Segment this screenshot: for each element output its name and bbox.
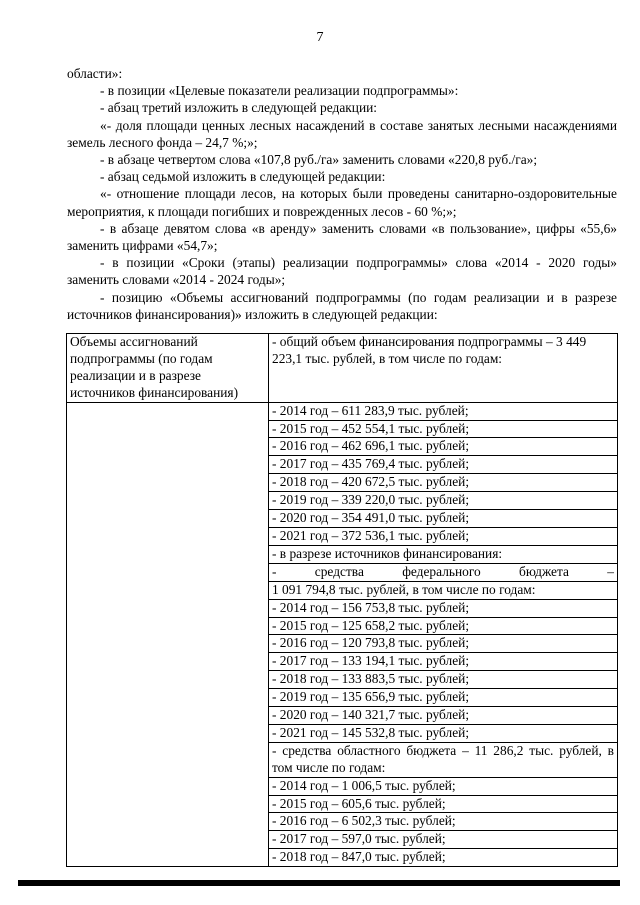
table-cell: - 2018 год – 847,0 тыс. рублей;	[269, 849, 618, 867]
table-cell: - общий объем финансирования подпрограммы – 3 449 223,1 тыс. рублей, в том числе по годам:	[269, 334, 618, 403]
paragraph: - в абзаце четвертом слова «107,8 руб./га» заменить словами «220,8 руб./га»;	[100, 152, 538, 168]
paragraph: области»:	[67, 66, 123, 81]
table-cell: - 2017 год – 435 769,4 тыс. рублей;	[269, 456, 618, 474]
table-cell: - 2018 год – 420 672,5 тыс. рублей;	[269, 474, 618, 492]
table-cell: - 2021 год – 372 536,1 тыс. рублей;	[269, 527, 618, 545]
table-cell: - 2014 год – 156 753,8 тыс. рублей;	[269, 599, 618, 617]
table-cell: - 2021 год – 145 532,8 тыс. рублей;	[269, 724, 618, 742]
paragraph: «- доля площади ценных лесных насаждений в составе занятых лесными насаждениями земель лесного фонда – 24,7 %;»;	[67, 117, 617, 150]
paragraph: - позицию «Объемы ассигнований подпрограммы (по годам реализации и в разрезе источников финансирования)» изложить в следующей редакции:	[67, 289, 617, 322]
table-left-spacer	[67, 402, 269, 867]
table-cell: - 2020 год – 354 491,0 тыс. рублей;	[269, 510, 618, 528]
table-cell: - 2019 год – 339 220,0 тыс. рублей;	[269, 492, 618, 510]
table-header-cell: Объемы ассигнований подпрограммы (по годам реализации и в разрезе источников финансирования)	[67, 334, 269, 403]
table-cell: - средства областного бюджета – 11 286,2 тыс. рублей, в том числе по годам:	[269, 742, 618, 777]
table-cell: - 2015 год – 125 658,2 тыс. рублей;	[269, 617, 618, 635]
table-cell: - 2015 год – 452 554,1 тыс. рублей;	[269, 420, 618, 438]
paragraph: - в позиции «Сроки (этапы) реализации подпрограммы» слова «2014 - 2020 годы» заменить словами «2014 - 2024 годы»;	[67, 255, 617, 288]
table-cell: - 2019 год – 135 656,9 тыс. рублей;	[269, 689, 618, 707]
table-cell: - 2017 год – 133 194,1 тыс. рублей;	[269, 653, 618, 671]
table-cell: - 2014 год – 611 283,9 тыс. рублей;	[269, 402, 618, 420]
funding-table	[66, 333, 618, 867]
table-row	[67, 402, 618, 420]
paragraph: - в позиции «Целевые показатели реализации подпрограммы»:	[100, 83, 459, 99]
paragraph: - абзац седьмой изложить в следующей редакции:	[100, 169, 386, 185]
scan-border-bar	[18, 880, 620, 886]
table-cell: - средства федерального бюджета –	[269, 563, 618, 581]
table-cell: - 2016 год – 120 793,8 тыс. рублей;	[269, 635, 618, 653]
paragraph: «- отношение площади лесов, на которых были проведены санитарно-оздоровительные мероприятия, к площади погибших и поврежденных лесов - 60 %;»;	[67, 186, 617, 219]
table-cell: 1 091 794,8 тыс. рублей, в том числе по годам:	[269, 581, 618, 599]
table-cell: - 2016 год – 462 696,1 тыс. рублей;	[269, 438, 618, 456]
amendment-text	[67, 65, 617, 323]
table-row	[67, 334, 618, 403]
table-cell: - в разрезе источников финансирования:	[269, 545, 618, 563]
paragraph: - абзац третий изложить в следующей редакции:	[100, 100, 378, 116]
table-cell: - 2016 год – 6 502,3 тыс. рублей;	[269, 813, 618, 831]
table-cell: - 2018 год – 133 883,5 тыс. рублей;	[269, 671, 618, 689]
table-cell: - 2020 год – 140 321,7 тыс. рублей;	[269, 707, 618, 725]
table-cell: - 2017 год – 597,0 тыс. рублей;	[269, 831, 618, 849]
page-number: 7	[316, 30, 324, 45]
paragraph: - в абзаце девятом слова «в аренду» заменить словами «в пользование», цифры «55,6» заменить цифрами «54,7»;	[67, 220, 617, 254]
table-cell: - 2014 год – 1 006,5 тыс. рублей;	[269, 777, 618, 795]
table-cell: - 2015 год – 605,6 тыс. рублей;	[269, 795, 618, 813]
